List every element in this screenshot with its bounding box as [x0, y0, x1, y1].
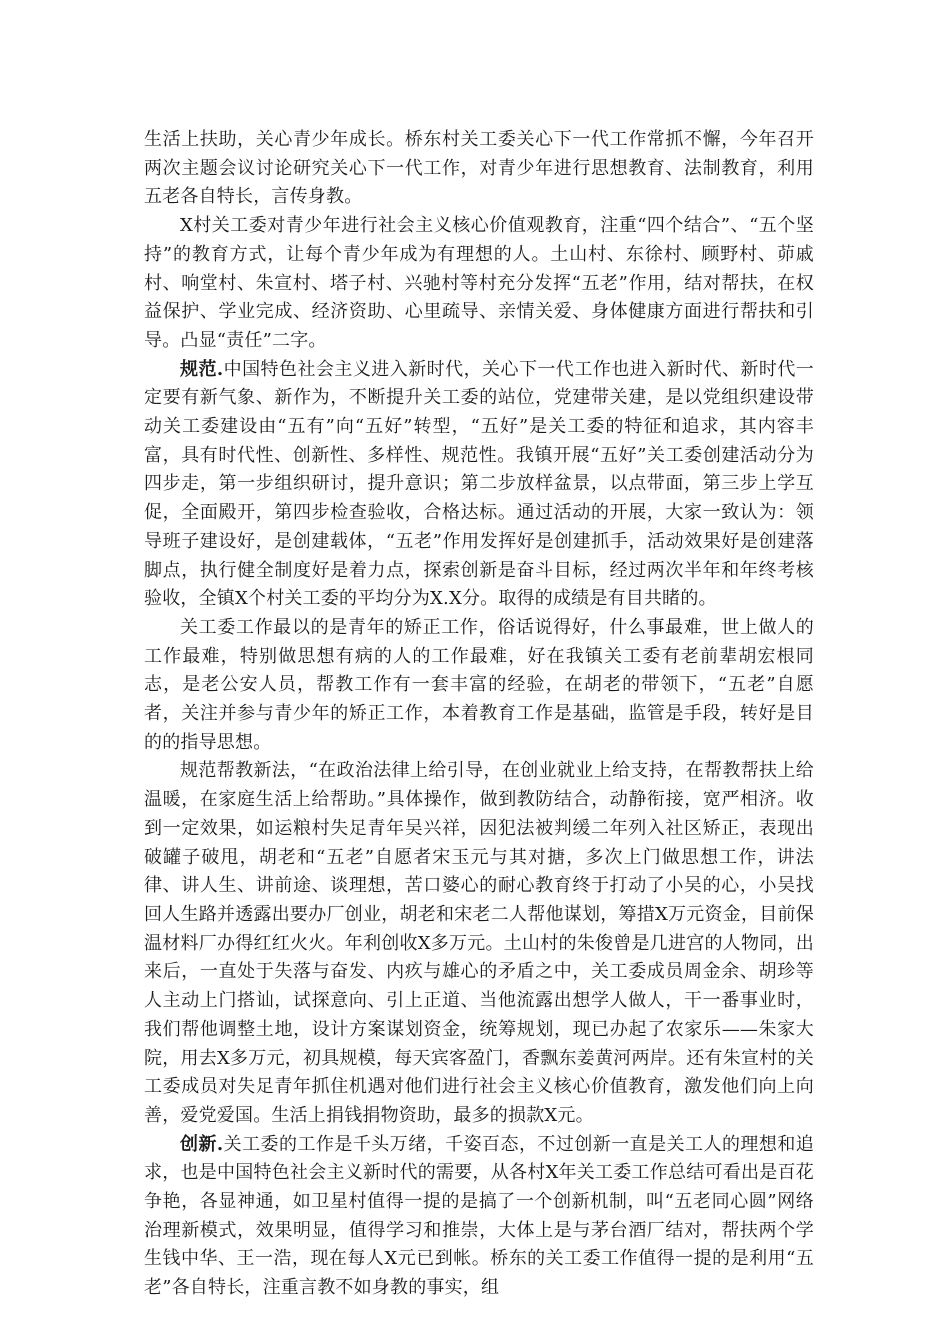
- paragraph-6: [144, 1131, 814, 1303]
- document-body: [144, 126, 814, 1303]
- paragraph-4: [144, 614, 814, 758]
- section-heading-chuangxin: 创新.: [180, 1133, 224, 1155]
- paragraph-3: [144, 356, 814, 614]
- section-heading-guifan: 规范.: [180, 358, 224, 380]
- paragraph-2-text: X村关工委对青少年进行社会主义核心价值观教育，注重“四个结合”、“五个坚持”的教育方式，让每个青少年成为有理想的人。土山村、东徐村、顾野村、茆戚村、响堂村、朱宣村、塔子村、兴驰村等村充分发挥“五老”作用，结对帮扶，在权益保护、学业完成、经济资助、心里疏导、亲情关爱、身体健康方面进行帮扶和引导。凸显“责任”二字。: [144, 215, 814, 351]
- paragraph-5-text: 规范帮教新法，“在政治法律上给引导，在创业就业上给支持，在帮教帮扶上给温暖，在家庭生活上给帮助。”具体操作，做到教防结合，动静衔接，宽严相济。收到一定效果，如运粮村失足青年吴兴祥，因犯法被判缓二年列入社区矫正，表现出破罐子破甩，胡老和“五老”自愿者宋玉元与其对搪，多次上门做思想工作，讲法律、讲人生、讲前途、谈理想，苦口婆心的耐心教育终于打动了小吴的心，小吴找回人生路并透露出要办厂创业，胡老和宋老二人帮他谋划，筹措X万元资金，目前保温材料厂办得红红火火。年利创收X多万元。土山村的朱俊曾是几进宫的人物同，出来后，一直处于失落与奋发、内疚与雄心的矛盾之中，关工委成员周金余、胡珍等人主动上门搭讪，试探意向、引上正道、当他流露出想学人做人，干一番事业时，我们帮他调整土地，设计方案谋划资金，统筹规划，现已办起了农家乐——朱家大院，用去X多万元，初具规模，每天宾客盈门，香飘东姜黄河两岸。还有朱宣村的关工委成员对失足青年抓住机遇对他们进行社会主义核心价值教育，激发他们向上向善，爱党爱国。生活上捐钱捐物资助，最多的损款X元。: [144, 760, 814, 1126]
- paragraph-2: [144, 212, 814, 356]
- paragraph-4-text: 关工委工作最以的是青年的矫正工作，俗话说得好，什么事最难，世上做人的工作最难，特别做思想有病的人的工作最难，好在我镇关工委有老前辈胡宏根同志，是老公安人员，帮教工作有一套丰富的经验，在胡老的带领下，“五老”自愿者，关注并参与青少年的矫正工作，本着教育工作是基础，监管是手段，转好是目的的指导思想。: [144, 616, 814, 753]
- paragraph-3-text: 中国特色社会主义进入新时代，关心下一代工作也进入新时代、新时代一定要有新气象、新作为，不断提升关工委的站位，党建带关建，是以党组织建设带动关工委建设由“五有”向“五好”转型，“五好”是关工委的特征和追求，其内容丰富，具有时代性、创新性、多样性、规范性。我镇开展“五好”关工委创建活动分为四步走，第一步组织研讨，提升意识；第二步放样盆景，以点带面，第三步上学互促，全面殿开，第四步检查验收，合格达标。通过活动的开展，大家一致认为：领导班子建设好，是创建载体，“五老”作用发挥好是创建抓手，活动效果好是创建落脚点，执行健全制度好是着力点，探索创新是奋斗目标，经过两次半年和年终考核验收，全镇X个村关工委的平均分为X.X分。取得的成绩是有目共睹的。: [144, 358, 814, 610]
- paragraph-1: [144, 126, 814, 212]
- paragraph-5: [144, 757, 814, 1130]
- paragraph-6-text: 关工委的工作是千头万绪，千姿百态，不过创新一直是关工人的理想和追求，也是中国特色社会主义新时代的需要，从各村X年关工委工作总结可看出是百花争艳，各显神通，如卫星村值得一提的是搞了一个创新机制，叫“五老同心圆”网络治理新模式，效果明显，值得学习和推崇，大体上是与茅台酒厂结对，帮扶两个学生钱中华、王一浩，现在每人X元已到帐。桥东的关工委工作值得一提的是利用“五老”各自特长，注重言教不如身教的事实，组: [144, 1133, 814, 1299]
- paragraph-1-text: 生活上扶助，关心青少年成长。桥东村关工委关心下一代工作常抓不懈，今年召开两次主题会议讨论研究关心下一代工作，对青少年进行思想教育、法制教育，利用五老各自特长，言传身教。: [144, 129, 814, 208]
